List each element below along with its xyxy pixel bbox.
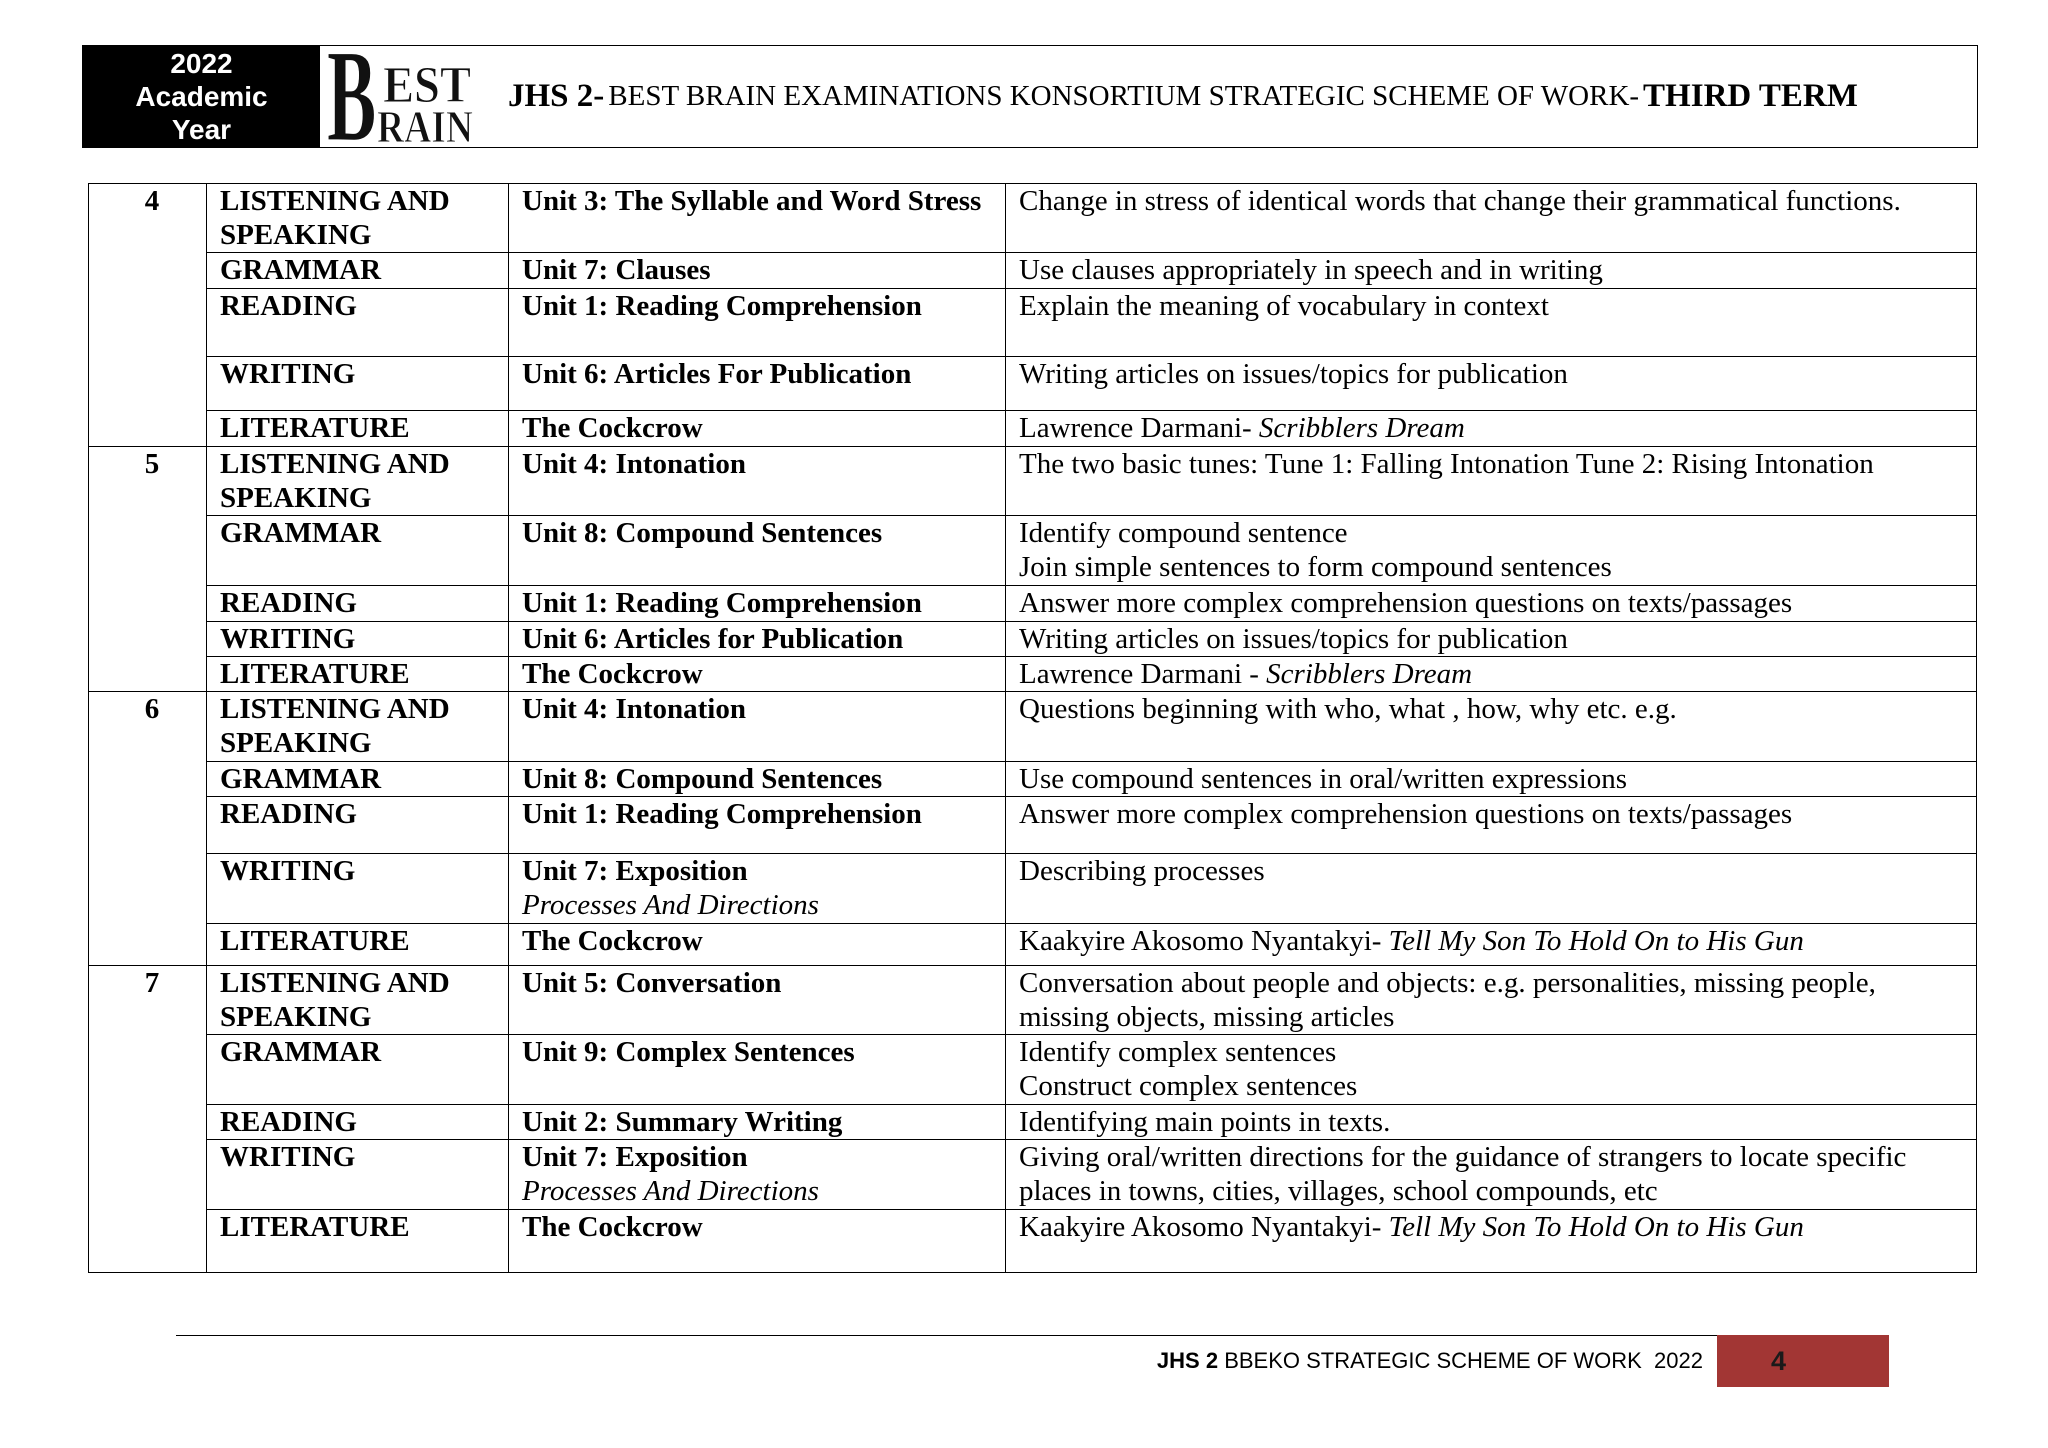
title-main: BEST BRAIN EXAMINATIONS KONSORTIUM STRATEGIC SCHEME OF WORK- <box>608 80 1640 112</box>
unit-subtitle: Processes And Directions <box>522 889 819 921</box>
strand-label: READING <box>207 289 509 357</box>
content-line: Use clauses appropriately in speech and in writing <box>1019 254 1603 286</box>
unit-title: Unit 8: Compound Sentences <box>522 763 883 795</box>
unit-title: Unit 1: Reading Comprehension <box>522 290 922 322</box>
unit-cell <box>509 1105 1006 1140</box>
content-line: Describing processes <box>1019 855 1265 887</box>
content-line <box>1019 1210 1972 1244</box>
content-line: Identify complex sentences <box>1019 1036 1337 1068</box>
author-name: Lawrence Darmani- <box>1019 412 1252 444</box>
table-row <box>89 854 1977 924</box>
strand-label: LITERATURE <box>207 924 509 966</box>
content-line: Giving oral/written directions for the guidance of strangers to locate specific <box>1019 1141 1907 1173</box>
unit-cell <box>509 854 1006 924</box>
content-cell <box>1006 622 1977 657</box>
content-line <box>1019 924 1972 958</box>
unit-cell <box>509 692 1006 762</box>
year-line: Year <box>171 114 232 145</box>
table-row <box>89 253 1977 289</box>
week-number: 6 <box>89 692 207 966</box>
unit-subtitle: Processes And Directions <box>522 1175 819 1207</box>
unit-cell <box>509 657 1006 692</box>
table-row <box>89 184 1977 253</box>
content-line: missing objects, missing articles <box>1019 1001 1395 1033</box>
author-name: Kaakyire Akosomo Nyantakyi- <box>1019 925 1382 957</box>
unit-title: The Cockcrow <box>522 1211 703 1243</box>
work-title: Scribblers Dream <box>1258 412 1465 444</box>
content-line: places in towns, cities, villages, school compounds, etc <box>1019 1175 1658 1207</box>
strand-label: LITERATURE <box>207 657 509 692</box>
content-cell <box>1006 289 1977 357</box>
content-line: Use compound sentences in oral/written expressions <box>1019 763 1628 795</box>
table-row <box>89 622 1977 657</box>
unit-title: The Cockcrow <box>522 925 703 957</box>
strand-label: LITERATURE <box>207 411 509 447</box>
unit-title: Unit 6: Articles For Publication <box>522 358 912 390</box>
logo-bottom-text: RAIN <box>377 101 473 152</box>
content-line: Change in stress of identical words that change their grammatical functions. <box>1019 185 1901 217</box>
content-cell <box>1006 1035 1977 1105</box>
unit-title: Unit 8: Compound Sentences <box>522 517 883 549</box>
unit-cell <box>509 289 1006 357</box>
strand-label: WRITING <box>207 1140 509 1210</box>
best-brain-logo <box>325 24 477 170</box>
table-row <box>89 516 1977 586</box>
unit-title: Unit 1: Reading Comprehension <box>522 798 922 830</box>
table-row <box>89 447 1977 516</box>
content-line <box>1019 657 1972 691</box>
unit-cell <box>509 253 1006 289</box>
content-line: Writing articles on issues/topics for publication <box>1019 623 1568 655</box>
logo-top-text: EST <box>383 57 471 114</box>
strand-label: WRITING <box>207 622 509 657</box>
unit-cell <box>509 1035 1006 1105</box>
content-cell <box>1006 966 1977 1035</box>
content-cell <box>1006 411 1977 447</box>
strand-label: LITERATURE <box>207 1210 509 1273</box>
title-class: JHS 2- <box>508 78 605 114</box>
week-number: 4 <box>89 184 207 447</box>
content-line: Explain the meaning of vocabulary in context <box>1019 290 1549 322</box>
work-title: Tell My Son To Hold On to His Gun <box>1388 925 1804 957</box>
work-title: Tell My Son To Hold On to His Gun <box>1388 1211 1804 1243</box>
strand-label: LISTENING AND SPEAKING <box>207 447 509 516</box>
unit-title: Unit 6: Articles for Publication <box>522 623 904 655</box>
year-line: 2022 <box>170 48 233 79</box>
content-line: Construct complex sentences <box>1019 1070 1358 1102</box>
table-row <box>89 692 1977 762</box>
unit-title: Unit 4: Intonation <box>522 693 746 725</box>
page-number: 4 <box>1717 1335 1889 1387</box>
document-title <box>508 46 1858 147</box>
strand-label: GRAMMAR <box>207 516 509 586</box>
strand-label: LISTENING AND SPEAKING <box>207 184 509 253</box>
footer-title <box>1157 1335 1703 1387</box>
academic-year-badge <box>83 46 320 147</box>
logo-initial: B <box>327 24 377 170</box>
table-row <box>89 289 1977 357</box>
unit-cell <box>509 447 1006 516</box>
content-line: Answer more complex comprehension questions on texts/passages <box>1019 798 1793 830</box>
strand-label: LISTENING AND SPEAKING <box>207 692 509 762</box>
unit-title: Unit 7: Exposition <box>522 855 748 887</box>
content-cell <box>1006 1210 1977 1273</box>
content-cell <box>1006 692 1977 762</box>
scheme-of-work-table <box>88 183 1977 1273</box>
table-row <box>89 924 1977 966</box>
unit-title: Unit 2: Summary Writing <box>522 1106 843 1138</box>
table-row <box>89 657 1977 692</box>
table-row <box>89 1210 1977 1273</box>
page-header <box>82 24 1978 170</box>
content-cell <box>1006 516 1977 586</box>
unit-cell <box>509 357 1006 411</box>
table-row <box>89 1140 1977 1210</box>
content-line: Writing articles on issues/topics for publication <box>1019 358 1568 390</box>
table-row <box>89 357 1977 411</box>
content-cell <box>1006 657 1977 692</box>
strand-label: WRITING <box>207 357 509 411</box>
strand-label: GRAMMAR <box>207 1035 509 1105</box>
content-cell <box>1006 586 1977 622</box>
year-line: Academic <box>135 81 268 112</box>
table-row <box>89 966 1977 1035</box>
strand-label: GRAMMAR <box>207 762 509 797</box>
unit-cell <box>509 762 1006 797</box>
content-cell <box>1006 797 1977 854</box>
unit-cell <box>509 924 1006 966</box>
content-cell <box>1006 1140 1977 1210</box>
table-row <box>89 1105 1977 1140</box>
content-cell <box>1006 357 1977 411</box>
content-line: The two basic tunes: Tune 1: Falling Intonation Tune 2: Rising Intonation <box>1019 448 1874 480</box>
content-cell <box>1006 924 1977 966</box>
unit-title: Unit 3: The Syllable and Word Stress <box>522 185 982 217</box>
unit-title: Unit 1: Reading Comprehension <box>522 587 922 619</box>
unit-cell <box>509 184 1006 253</box>
content-line: Identifying main points in texts. <box>1019 1106 1391 1138</box>
content-line: Questions beginning with who, what , how, why etc. e.g. <box>1019 693 1677 725</box>
unit-title: Unit 4: Intonation <box>522 448 746 480</box>
content-cell <box>1006 854 1977 924</box>
strand-label: LISTENING AND SPEAKING <box>207 966 509 1035</box>
table-row <box>89 586 1977 622</box>
table-row <box>89 1035 1977 1105</box>
unit-cell <box>509 1140 1006 1210</box>
unit-cell <box>509 622 1006 657</box>
content-cell <box>1006 184 1977 253</box>
table-row <box>89 411 1977 447</box>
content-cell <box>1006 762 1977 797</box>
unit-title: Unit 7: Exposition <box>522 1141 748 1173</box>
content-line: Join simple sentences to form compound sentences <box>1019 551 1612 583</box>
strand-label: READING <box>207 586 509 622</box>
content-cell <box>1006 1105 1977 1140</box>
author-name: Kaakyire Akosomo Nyantakyi- <box>1019 1211 1382 1243</box>
footer-doc-title: BBEKO STRATEGIC SCHEME OF WORK 2022 <box>1224 1348 1703 1373</box>
unit-title: Unit 9: Complex Sentences <box>522 1036 855 1068</box>
week-number: 7 <box>89 966 207 1273</box>
unit-title: Unit 7: Clauses <box>522 254 711 286</box>
work-title: Scribblers Dream <box>1266 658 1473 690</box>
unit-cell <box>509 797 1006 854</box>
content-line <box>1019 411 1972 445</box>
content-line: Conversation about people and objects: e.g. personalities, missing people, <box>1019 967 1876 999</box>
unit-title: The Cockcrow <box>522 412 703 444</box>
unit-cell <box>509 1210 1006 1273</box>
strand-label: READING <box>207 797 509 854</box>
table-row <box>89 762 1977 797</box>
content-line: Answer more complex comprehension questions on texts/passages <box>1019 587 1793 619</box>
author-name: Lawrence Darmani - <box>1019 658 1259 690</box>
footer-class-code: JHS 2 <box>1156 1348 1219 1373</box>
content-cell <box>1006 447 1977 516</box>
content-cell <box>1006 253 1977 289</box>
unit-cell <box>509 586 1006 622</box>
title-term: THIRD TERM <box>1643 78 1858 114</box>
unit-cell <box>509 411 1006 447</box>
table-row <box>89 797 1977 854</box>
strand-label: GRAMMAR <box>207 253 509 289</box>
unit-cell <box>509 966 1006 1035</box>
strand-label: WRITING <box>207 854 509 924</box>
strand-label: READING <box>207 1105 509 1140</box>
unit-title: Unit 5: Conversation <box>522 967 782 999</box>
unit-cell <box>509 516 1006 586</box>
unit-title: The Cockcrow <box>522 658 703 690</box>
week-number: 5 <box>89 447 207 692</box>
content-line: Identify compound sentence <box>1019 517 1348 549</box>
